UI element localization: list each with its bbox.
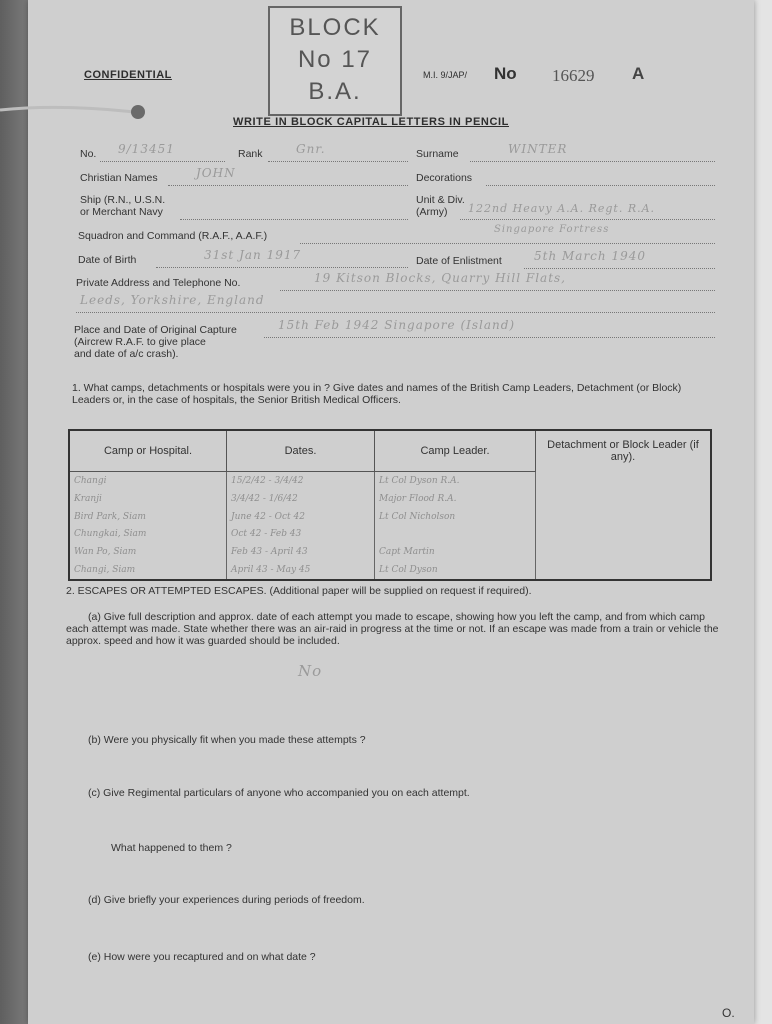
detachment-cell	[536, 508, 712, 526]
block-stamp	[268, 6, 402, 116]
address-label: Private Address and Telephone No.	[76, 277, 241, 289]
surname-label: Surname	[416, 148, 459, 160]
unit-value-1: 122nd Heavy A.A. Regt. R.A.	[468, 202, 656, 215]
question-2b: (b) Were you physically fit when you made these attempts ?	[88, 734, 366, 746]
enlistment-value: 5th March 1940	[534, 249, 646, 263]
camps-table	[68, 429, 712, 581]
rank-value: Gnr.	[296, 142, 326, 156]
question-2e: (e) How were you recaptured and on what date ?	[88, 951, 316, 963]
unit-value-2: Singapore Fortress	[494, 224, 610, 235]
capture-label-1: Place and Date of Original Capture	[74, 324, 237, 336]
address-line-1	[280, 290, 715, 291]
header-dates: Dates.	[227, 430, 375, 472]
squadron-line	[300, 243, 715, 244]
address-value-2: Leeds, Yorkshire, England	[80, 293, 265, 307]
unit-label-2: (Army)	[416, 206, 448, 218]
ref-suffix: A	[632, 64, 645, 83]
table-row	[69, 561, 711, 580]
no-line	[100, 161, 225, 162]
capture-line	[264, 337, 715, 338]
surname-value: WINTER	[508, 142, 568, 156]
surname-line	[470, 161, 715, 162]
instruction-title: WRITE IN BLOCK CAPITAL LETTERS IN PENCIL	[233, 116, 509, 128]
decorations-label: Decorations	[416, 172, 473, 184]
dates-cell: Oct 42 - Feb 43	[227, 525, 375, 543]
table-row	[69, 508, 711, 526]
ref-label: M.I. 9/JAP/	[423, 70, 468, 80]
header-camp: Camp or Hospital.	[69, 430, 227, 472]
leader-cell: Capt Martin	[375, 543, 536, 561]
header-detachment-leader: Detachment or Block Leader (if any).	[547, 439, 699, 464]
ref-no-label: No	[494, 64, 517, 83]
confidential-label: CONFIDENTIAL	[84, 69, 172, 81]
christian-names-label: Christian Names	[80, 172, 158, 184]
camp-cell: Chungkai, Siam	[69, 525, 227, 543]
leader-cell	[375, 525, 536, 543]
dob-label: Date of Birth	[78, 254, 137, 266]
table-row	[69, 525, 711, 543]
detachment-cell	[536, 543, 712, 561]
camps-table-header	[69, 430, 711, 472]
ship-label-1: Ship (R.N., U.S.N.	[80, 194, 166, 206]
question-2-title: 2. ESCAPES OR ATTEMPTED ESCAPES. (Additional paper will be supplied on request if required).	[66, 585, 532, 597]
ship-label-2: or Merchant Navy	[80, 206, 163, 218]
question-2a-answer: No	[298, 662, 323, 680]
camp-cell: Wan Po, Siam	[69, 543, 227, 561]
detachment-cell	[536, 525, 712, 543]
capture-value: 15th Feb 1942 Singapore (Island)	[278, 318, 516, 332]
question-2c: (c) Give Regimental particulars of anyone who accompanied you on each attempt.	[88, 787, 470, 799]
christian-names-value: JOHN	[196, 166, 236, 180]
table-row	[69, 490, 711, 508]
no-label: No.	[80, 148, 97, 160]
rank-label: Rank	[238, 148, 263, 160]
table-row	[69, 543, 711, 561]
dates-cell: Feb 43 - April 43	[227, 543, 375, 561]
page-mark: O.	[722, 1006, 735, 1020]
dates-cell: 15/2/42 - 3/4/42	[227, 472, 375, 490]
stamp-line-3: B.A.	[308, 78, 362, 105]
ref-number: 16629	[552, 66, 595, 85]
dates-cell: April 43 - May 45	[227, 561, 375, 580]
address-value-1: 19 Kitson Blocks, Quarry Hill Flats,	[314, 271, 566, 285]
leader-cell: Lt Col Nicholson	[375, 508, 536, 526]
question-2a: (a) Give full description and approx. date of each attempt you made to escape, showing how you left the camp, and from which camp each attempt was made. State whether there was an air-raid in progress at the time or not. If an escape was made from a train or vehicle the approx. speed and how it was guarded should be included.	[66, 611, 719, 647]
header-camp-leader: Camp Leader.	[375, 430, 536, 472]
capture-label-2: (Aircrew R.A.F. to give place	[74, 336, 206, 348]
dates-cell: June 42 - Oct 42	[227, 508, 375, 526]
question-1: 1. What camps, detachments or hospitals were you in ? Give dates and names of the British Camp Leaders, Detachment (or Block) Leaders or, in the case of hospitals, the Senior British Medical Officers.	[72, 382, 682, 406]
capture-label-3: and date of a/c crash).	[74, 348, 179, 360]
stamp-line-2: No 17	[297, 46, 373, 73]
camp-cell: Changi	[69, 472, 227, 490]
form-page	[28, 0, 754, 1024]
unit-label-1: Unit & Div.	[416, 194, 465, 206]
leader-cell: Lt Col Dyson R.A.	[375, 472, 536, 490]
leader-cell: Lt Col Dyson	[375, 561, 536, 580]
squadron-label: Squadron and Command (R.A.F., A.A.F.)	[78, 230, 268, 242]
detachment-cell	[536, 490, 712, 508]
question-2d: (d) Give briefly your experiences during periods of freedom.	[88, 894, 365, 906]
dates-cell: 3/4/42 - 1/6/42	[227, 490, 375, 508]
stamp-line-1: BLOCK	[289, 14, 381, 41]
enlistment-label: Date of Enlistment	[416, 255, 502, 267]
rank-line	[268, 161, 408, 162]
camp-cell: Changi, Siam	[69, 561, 227, 580]
dob-line	[156, 267, 408, 268]
enlistment-line	[524, 268, 715, 269]
detachment-cell	[536, 561, 712, 580]
no-value: 9/13451	[118, 142, 175, 156]
dob-value: 31st Jan 1917	[204, 248, 302, 262]
binding-string	[0, 100, 150, 122]
address-line-2	[76, 312, 715, 313]
christian-names-line	[168, 185, 408, 186]
question-2c-followup: What happened to them ?	[111, 842, 232, 854]
table-row	[69, 472, 711, 490]
leader-cell: Major Flood R.A.	[375, 490, 536, 508]
camp-cell: Kranji	[69, 490, 227, 508]
camp-cell: Bird Park, Siam	[69, 508, 227, 526]
unit-line	[460, 219, 715, 220]
ship-line	[180, 219, 408, 220]
decorations-line	[486, 185, 715, 186]
detachment-cell	[536, 472, 712, 490]
